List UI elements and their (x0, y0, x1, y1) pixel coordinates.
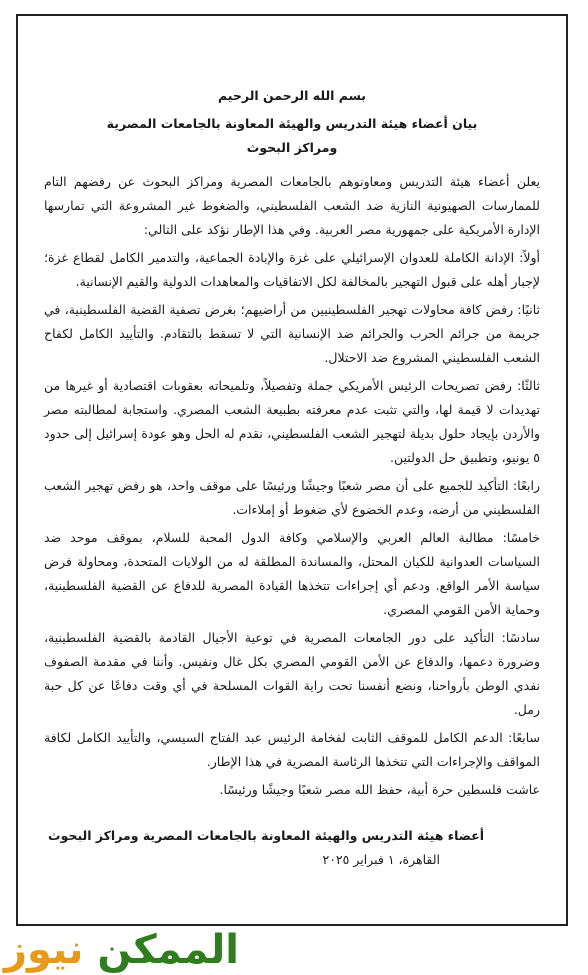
bismillah-heading: بسم الله الرحمن الرحيم (218, 88, 366, 103)
date-line: القاهرة، ١ فبراير ٢٠٢٥ (322, 852, 440, 867)
closing-line: عاشت فلسطين حرة أبية، حفظ الله مصر شعبًا وجيشًا ورئيسًا. (219, 782, 540, 797)
point-second: ثانيًا: رفض كافة محاولات تهجير الفلسطينيين من أراضيهم؛ بغرض تصفية القضية الفلسطينية، في جريمة من جرائم الحرب والجرائم ضد الإنسانية التي لا تسقط بالتقادم. والتأييد الكامل لكفاح الشعب الفلسطيني المشروع ضد الاحتلال. (44, 302, 540, 365)
point-first: أولاً: الإدانة الكاملة للعدوان الإسرائيلي على غزة والإبادة الجماعية، والتدمير الكامل لقطاع غزة؛ لإجبار أهله على قبول التهجير بالمخالفة لكل الاتفاقيات والمعاهدات الدولية والقيم الإنسانية. (44, 250, 540, 289)
point-fourth: رابعًا: التأكيد للجميع على أن مصر شعبًا وجيشًا ورئيسًا على موقف واحد، هو رفض تهجير الشعب الفلسطيني من أرضه، وعدم الخضوع لأي ضغوط أو إملاءات. (44, 478, 540, 517)
document-page (16, 14, 568, 926)
signature-line: أعضاء هيئة التدريس والهيئة المعاونة بالجامعات المصرية ومراكز البحوث (48, 828, 484, 843)
point-fifth: خامسًا: مطالبة العالم العربي والإسلامي وكافة الدول المحبة للسلام، بموقف موحد ضد السياسات العدوانية للكيان المحتل، والمساندة المطلقة له من الولايات المتحدة، ومحاولة فرض سياسة الأمر الواقع. ودعم أي إجراءات تتخذها القيادة المصرية للدفاع عن القضية الفلسطينية، وحماية الأمن القومي المصري. (44, 530, 540, 617)
watermark-part1: الممكن (97, 927, 240, 973)
document-body (44, 84, 540, 872)
point-sixth: سادسًا: التأكيد على دور الجامعات المصرية في توعية الأجيال القادمة بالقضية الفلسطينية، وضرورة دعمها، والدفاع عن الأمن القومي المصري بكل غال ونفيس. وأننا في مقدمة الصفوف نفدي الوطن بأرواحنا، ونضع أنفسنا تحت راية القوات المسلحة في أي وقت دفاعًا عن كل حبة رمل. (44, 630, 540, 717)
watermark-part2: نيوز (4, 927, 84, 973)
statement-title-line2: ومراكز البحوث (246, 140, 338, 155)
intro-paragraph: يعلن أعضاء هيئة التدريس ومعاونوهم بالجامعات المصرية ومراكز البحوث عن رفضهم التام للممارسات الصهيونية النازية ضد الشعب الفلسطيني، والضغوط غير المشروعة التي تمارسها الإدارة الأمريكية على جمهورية مصر العربية. وفي هذا الإطار نؤكد على التالي: (44, 174, 540, 237)
point-third: ثالثًا: رفض تصريحات الرئيس الأمريكي جملة وتفصيلاً، وتلميحاته بعقوبات اقتصادية أو غيرها من تهديدات لا قيمة لها، والتي تثبت عدم معرفته بطبيعة الشعب المصري. واستجابة لمطالبته مصر والأردن بإيجاد حلول بديلة لتهجير الشعب الفلسطيني، نقدم له الحل وهو عودة إسرائيل إلى حدود ٥ يونيو، وتطبيق حل الدولتين. (44, 378, 540, 465)
statement-title-line1: بيان أعضاء هيئة التدريس والهيئة المعاونة بالجامعات المصرية (106, 116, 478, 131)
watermark-logo (4, 927, 239, 973)
point-seventh: سابعًا: الدعم الكامل للموقف الثابت لفخامة الرئيس عبد الفتاح السيسي، والتأييد الكامل لكافة المواقف والإجراءات التي تتخذها الرئاسة المصرية في هذا الإطار. (44, 730, 540, 769)
